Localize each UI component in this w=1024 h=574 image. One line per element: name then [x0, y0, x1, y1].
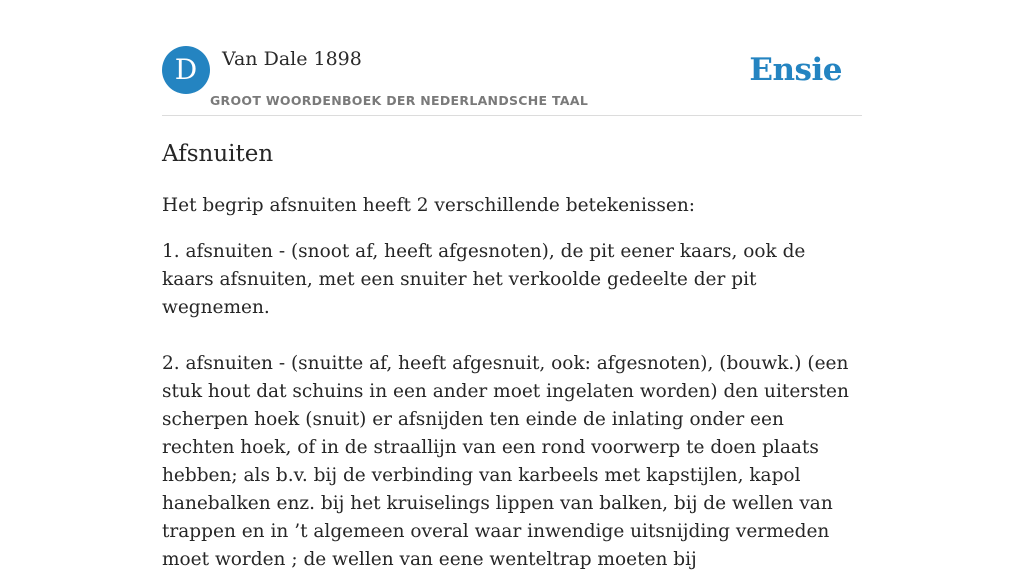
entry-title: Afsnuiten	[162, 141, 274, 167]
entry-content	[162, 138, 862, 574]
entry-intro: Het begrip afsnuiten heeft 2 verschillende betekenissen:	[162, 195, 695, 216]
ensie-logo[interactable]: Ensie	[749, 52, 842, 88]
dictionary-avatar[interactable]: D	[162, 46, 210, 94]
site-header	[162, 46, 862, 116]
dictionary-title[interactable]: Van Dale 1898	[222, 48, 362, 70]
meaning-1: 1. afsnuiten - (snoot af, heeft afgesnoten), de pit eener kaars, ook de kaars afsnuiten, met een snuiter het verkoolde gedeelte der pit wegnemen.	[162, 241, 806, 318]
dictionary-subtitle: GROOT WOORDENBOEK DER NEDERLANDSCHE TAAL	[210, 93, 589, 108]
meaning-2: 2. afsnuiten - (snuitte af, heeft afgesnuit, ook: afgesnoten), (bouwk.) (een stuk hout dat schuins in een ander moet ingelaten worden) den uitersten scherpen hoek (snuit) er afsnijden ten einde de inlating onder een rechten hoek, of in de straallijn van een rond voorwerp te doen plaats hebben; als b.v. bij de verbinding van karbeels met kapstijlen, kapol hanebalken enz. bij het kruiselings lippen van balken, bij de wellen van trappen en in ’t algemeen overal waar inwendige uitsnijding vermeden moet worden ; de wellen van eene wenteltrap moeten bij	[162, 353, 849, 570]
header-divider	[162, 115, 862, 116]
